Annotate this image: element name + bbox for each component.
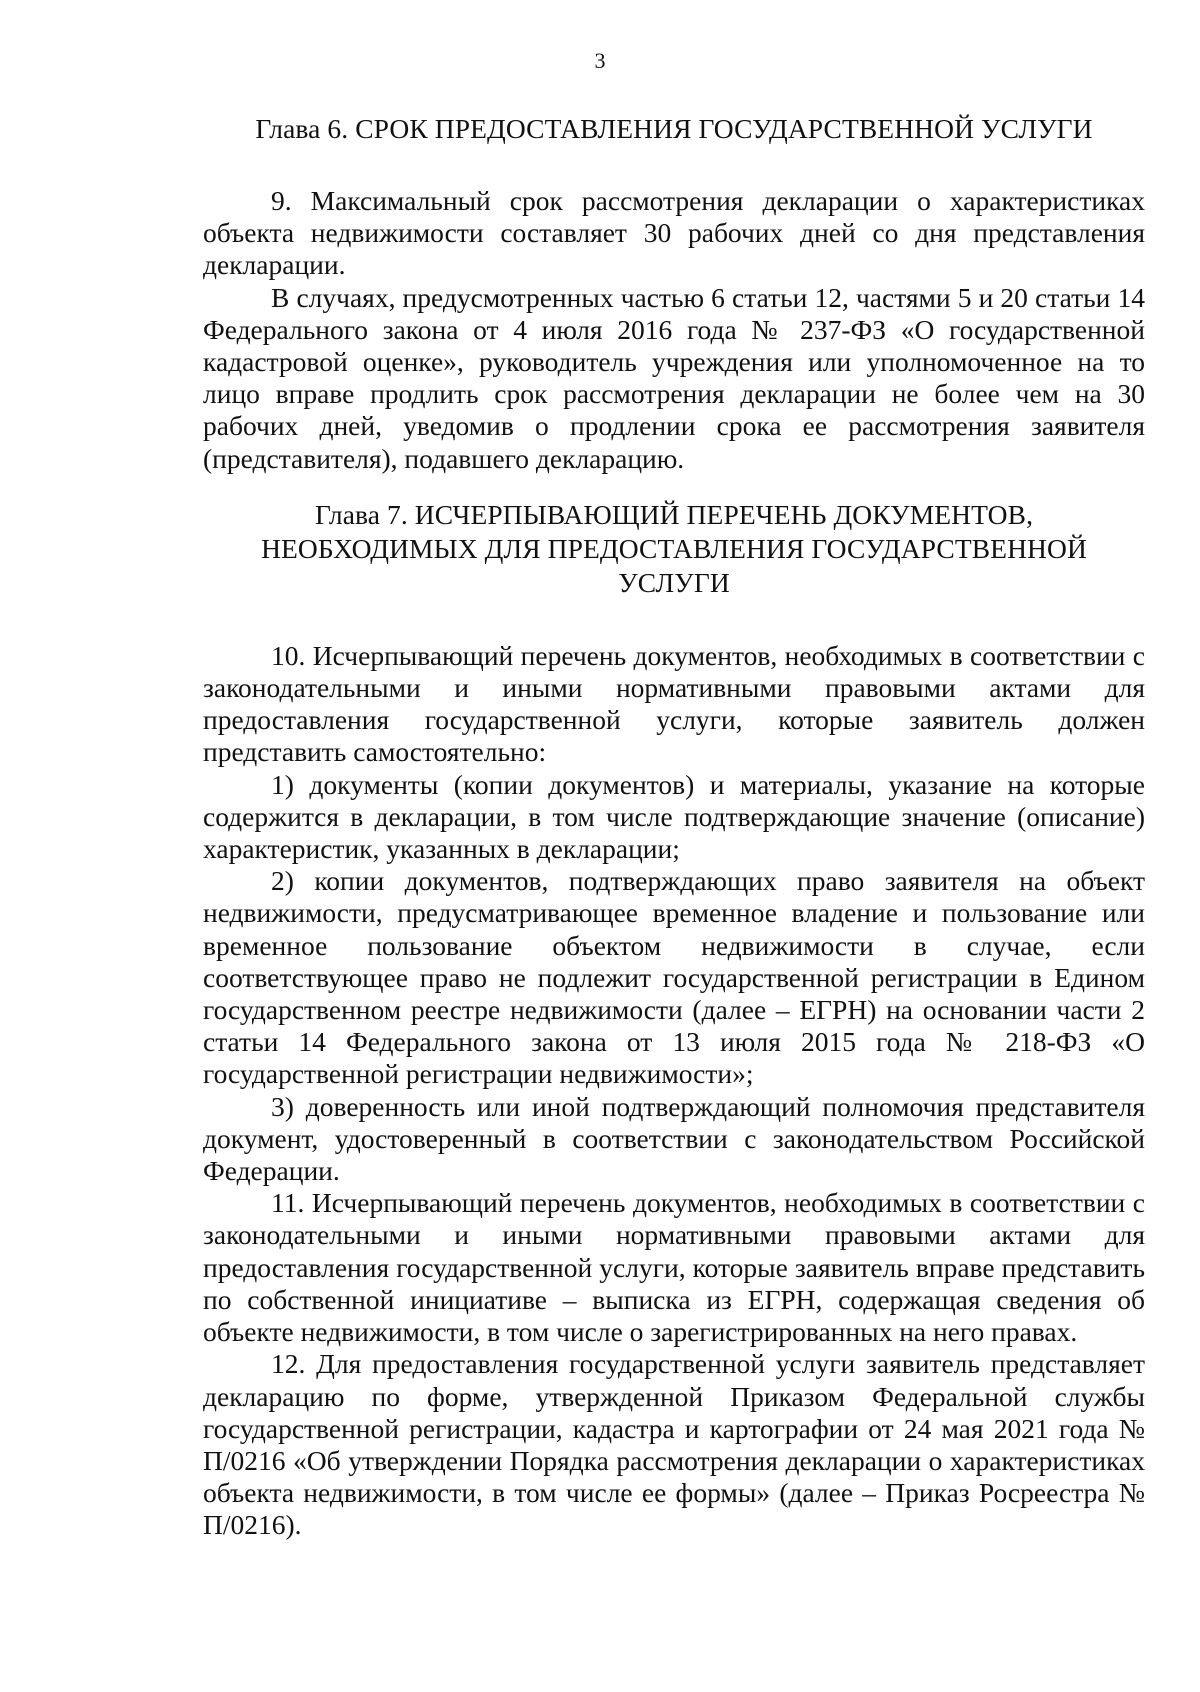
chapter-6-title: Глава 6. СРОК ПРЕДОСТАВЛЕНИЯ ГОСУДАРСТВЕННОЙ УСЛУГИ <box>255 113 1093 144</box>
chapter-7-title-line-3: УСЛУГИ <box>618 566 730 598</box>
paragraph-10-item-1: 1) документы (копии документов) и материалы, указание на которые содержится в декларации, в том числе подтверждающие значение (описание) характеристик, указанных в декларации; <box>203 768 1145 865</box>
paragraph-11: 11. Исчерпывающий перечень документов, необходимых в соответствии с законодательными и иными нормативными правовыми актами для предоставления государственной услуги, которые заявитель вправе представить по собственной инициативе – выписка из ЕГРН, содержащая сведения об объекте недвижимости, в том числе о зарегистрированных на него правах. <box>203 1187 1145 1348</box>
paragraph-10-item-3: 3) доверенность или иной подтверждающий полномочия представителя документ, удостоверенный в соответствии с законодательством Российской Федерации. <box>203 1090 1145 1187</box>
chapter-7-title-line-2: НЕОБХОДИМЫХ ДЛЯ ПРЕДОСТАВЛЕНИЯ ГОСУДАРСТВЕННОЙ <box>261 532 1087 564</box>
paragraph-12: 12. Для предоставления государственной услуги заявитель представляет декларацию по форме, утвержденной Приказом Федеральной службы государственной регистрации, кадастра и картографии от 24 мая 2021 года № П/0216 «Об утверждении Порядка рассмотрения декларации о характеристиках объекта недвижимости, в том числе ее формы» (далее – Приказ Росреестра № П/0216). <box>203 1348 1145 1541</box>
paragraph-9: 9. Максимальный срок рассмотрения декларации о характеристиках объекта недвижимости составляет 30 рабочих дней со дня представления декларации. <box>203 185 1145 281</box>
chapter-7-title-line-1: Глава 7. ИСЧЕРПЫВАЮЩИЙ ПЕРЕЧЕНЬ ДОКУМЕНТОВ, <box>314 498 1034 530</box>
document-body <box>203 112 1145 1542</box>
paragraph-9-extension: В случаях, предусмотренных частью 6 статьи 12, частями 5 и 20 статьи 14 Федерального закона от 4 июля 2016 года № 237-ФЗ «О государственной кадастровой оценке», руководитель учреждения или уполномоченное на то лицо вправе продлить срок рассмотрения декларации не более чем на 30 рабочих дней, уведомив о продлении срока ее рассмотрения заявителя (представителя), подавшего декларацию. <box>203 281 1145 474</box>
paragraph-10: 10. Исчерпывающий перечень документов, необходимых в соответствии с законодательными и иными нормативными правовыми актами для предоставления государственной услуги, которые заявитель должен представить самостоятельно: <box>203 639 1145 768</box>
chapter-7-title <box>203 498 1145 600</box>
paragraph-10-item-2: 2) копии документов, подтверждающих право заявителя на объект недвижимости, предусматривающее временное владение и пользование или временное пользование объектом недвижимости в случае, если соответствующее право не подлежит государственной регистрации в Едином государственном реестре недвижимости (далее – ЕГРН) на основании части 2 статьи 14 Федерального закона от 13 июля 2015 года № 218-ФЗ «О государственной регистрации недвижимости»; <box>203 865 1145 1090</box>
page-number: 3 <box>594 48 606 73</box>
